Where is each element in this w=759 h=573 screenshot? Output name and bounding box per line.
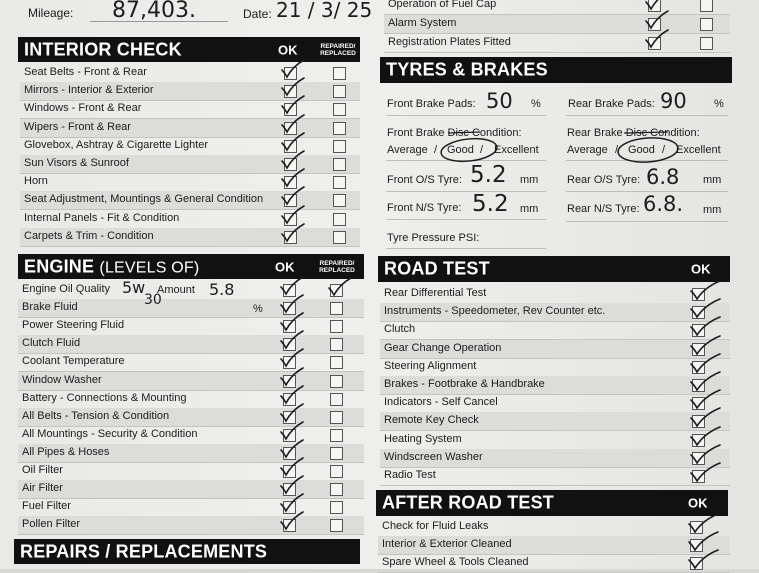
rear-pads-value: 90 (660, 89, 687, 113)
top-right-repaired-checkbox[interactable] (700, 18, 713, 31)
engine-header (18, 254, 364, 279)
engine-item-label: Window Washer (22, 373, 102, 386)
interior-row (20, 191, 360, 210)
road-test-row (380, 321, 730, 340)
interior-row (20, 64, 360, 83)
engine-row (18, 408, 364, 427)
road-test-ok-checkbox[interactable] (692, 361, 705, 374)
rear-ns-unit: mm (703, 204, 722, 216)
engine-row (18, 372, 364, 391)
interior-ok-checkbox[interactable] (284, 122, 297, 135)
interior-item-label: Seat Belts - Front & Rear (24, 66, 147, 78)
amount-value: 5.8 (209, 280, 235, 299)
interior-item-label: Horn (24, 175, 48, 188)
interior-repaired-checkbox[interactable] (333, 231, 346, 244)
interior-item-label: Mirrors - Interior & Exterior (24, 84, 154, 97)
after-road-test-item-label: Spare Wheel & Tools Cleaned (382, 556, 529, 569)
interior-row (20, 155, 360, 174)
rear-disc-slash-1: / (615, 144, 619, 156)
interior-ok-checkbox[interactable] (284, 213, 297, 226)
road-test-ok-checkbox[interactable] (692, 434, 705, 447)
road-test-row (380, 285, 730, 304)
interior-row (20, 119, 360, 138)
engine-row (18, 390, 364, 409)
after-road-test-row (378, 536, 730, 555)
interior-row (20, 228, 360, 247)
top-right-repaired-checkbox[interactable] (700, 37, 713, 50)
engine-ok-checkbox[interactable] (283, 375, 296, 388)
interior-row (20, 82, 360, 101)
engine-item-label: Pollen Filter (22, 518, 81, 531)
road-test-item-label: Instruments - Speedometer, Rev Counter etc. (384, 305, 606, 318)
top-right-item-label: Alarm System (388, 17, 457, 29)
interior-ok-checkbox[interactable] (284, 103, 297, 116)
interior-repaired-checkbox[interactable] (333, 213, 346, 226)
road-test-ok-checkbox[interactable] (692, 415, 705, 428)
engine-repaired-checkbox[interactable] (330, 501, 343, 514)
interior-item-label: Wipers - Front & Rear (24, 120, 131, 133)
interior-repaired-checkbox[interactable] (333, 103, 346, 116)
road-test-ok-checkbox[interactable] (692, 379, 705, 392)
after-road-test-ok-checkbox[interactable] (690, 557, 703, 570)
rear-pads-label: Rear Brake Pads: (568, 98, 655, 110)
top-right-row (384, 15, 730, 34)
engine-repaired-checkbox[interactable] (330, 338, 343, 351)
engine-ok-checkbox[interactable] (283, 284, 296, 297)
engine-ok-checkbox[interactable] (283, 429, 296, 442)
interior-repaired-checkbox[interactable] (333, 140, 346, 153)
mileage-label: Mileage: (28, 6, 74, 20)
date-value: 21 / 3/ 25 (276, 0, 373, 22)
amount-label: Amount (157, 284, 195, 296)
oil-grade-handwritten-2: 30 (144, 292, 162, 308)
after-road-test-row (378, 554, 730, 573)
after-road-test-ok-checkbox[interactable] (690, 539, 703, 552)
engine-repaired-checkbox[interactable] (330, 375, 343, 388)
interior-check-header (18, 37, 360, 62)
road-test-item-label: Indicators - Self Cancel (384, 396, 498, 409)
interior-ok-checkbox[interactable] (284, 67, 297, 80)
road-test-row (380, 431, 730, 450)
front-disc-label: Front Brake Disc Condition: (387, 127, 522, 139)
engine-repaired-checkbox[interactable] (330, 429, 343, 442)
mileage-value: 87,403. (112, 0, 196, 23)
road-test-ok-checkbox[interactable] (692, 452, 705, 465)
engine-item-label: Coolant Temperature (22, 355, 125, 368)
top-right-row (384, 0, 730, 15)
front-os-label: Front O/S Tyre: (387, 174, 462, 186)
after-road-test-row (378, 518, 730, 537)
engine-row (18, 317, 364, 336)
engine-repaired-checkbox[interactable] (330, 320, 343, 333)
road-test-item-label: Clutch (384, 323, 416, 336)
road-test-ok-checkbox[interactable] (692, 343, 705, 356)
engine-repaired-checkbox[interactable] (330, 519, 343, 532)
rear-os-unit: mm (703, 174, 722, 186)
road-test-ok-checkbox[interactable] (692, 397, 705, 410)
engine-item-label: All Pipes & Hoses (22, 445, 110, 458)
interior-ok-checkbox[interactable] (284, 176, 297, 189)
engine-repaired-checkbox[interactable] (330, 411, 343, 424)
engine-ok-checkbox[interactable] (283, 320, 296, 333)
engine-title: ENGINE (24, 256, 95, 276)
engine-row (18, 516, 364, 535)
interior-repaired-checkbox[interactable] (333, 158, 346, 171)
interior-item-label: Seat Adjustment, Mountings & General Condition (24, 193, 264, 206)
after-road-test-title: AFTER ROAD TEST (382, 492, 554, 513)
road-test-title: ROAD TEST (384, 258, 490, 279)
engine-repaired-checkbox[interactable] (330, 483, 343, 496)
front-ns-unit: mm (520, 203, 539, 215)
interior-row (20, 210, 360, 229)
front-disc-slash-2: / (480, 144, 484, 156)
engine-repaired-checkbox[interactable] (330, 447, 343, 460)
front-os-value: 5.2 (470, 162, 507, 188)
road-test-row (380, 340, 730, 359)
front-ns-label: Front N/S Tyre: (387, 202, 462, 214)
road-test-row (380, 412, 730, 431)
engine-row (18, 498, 364, 517)
interior-ok-checkbox[interactable] (284, 158, 297, 171)
engine-repaired-label: REPAIRED/ REPLACED (319, 259, 355, 274)
engine-repaired-checkbox[interactable] (330, 284, 343, 297)
front-pads-pct: % (531, 98, 541, 110)
engine-ok-checkbox[interactable] (283, 411, 296, 424)
road-test-row (380, 467, 730, 486)
top-right-ok-checkbox[interactable] (648, 0, 661, 12)
engine-item-label: Battery - Connections & Mounting (22, 391, 187, 404)
road-test-ok-checkbox[interactable] (692, 470, 705, 483)
top-right-ok-checkbox[interactable] (648, 18, 661, 31)
top-right-item-label: Registration Plates Fitted (388, 36, 511, 48)
engine-ok-checkbox[interactable] (283, 338, 296, 351)
interior-row (20, 137, 360, 156)
interior-ok-checkbox[interactable] (284, 194, 297, 207)
rear-disc-slash-2: / (662, 144, 666, 156)
front-os-unit: mm (520, 174, 539, 186)
date-label: Date: (243, 7, 272, 21)
rear-os-label: Rear O/S Tyre: (567, 174, 641, 186)
oil-grade-handwritten: 5w (122, 278, 146, 297)
interior-row (20, 100, 360, 119)
repairs-header (14, 539, 360, 564)
interior-ok-label: OK (278, 42, 298, 57)
engine-ok-checkbox[interactable] (283, 519, 296, 532)
top-right-ok-checkbox[interactable] (648, 37, 661, 50)
engine-row (18, 426, 364, 445)
top-right-row (384, 34, 730, 53)
top-right-repaired-checkbox[interactable] (700, 0, 713, 12)
front-pads-label: Front Brake Pads: (387, 98, 476, 110)
engine-item-label: Power Steering Fluid (22, 319, 125, 332)
engine-ok-label: OK (275, 259, 295, 274)
tyres-brakes-title: TYRES & BRAKES (386, 59, 548, 80)
road-test-header (378, 256, 730, 282)
top-right-item-label: Operation of Fuel Cap (388, 0, 497, 10)
engine-repaired-checkbox[interactable] (330, 465, 343, 478)
engine-row (18, 444, 364, 463)
front-ns-value: 5.2 (472, 191, 509, 217)
interior-ok-checkbox[interactable] (284, 140, 297, 153)
engine-row (18, 335, 364, 354)
interior-repaired-checkbox[interactable] (333, 85, 346, 98)
engine-item-label: All Mountings - Security & Condition (22, 427, 198, 440)
road-test-item-label: Brakes - Footbrake & Handbrake (384, 378, 545, 390)
road-test-row (380, 449, 730, 468)
engine-ok-checkbox[interactable] (283, 302, 296, 315)
engine-repaired-checkbox[interactable] (330, 302, 343, 315)
percent-sign: % (253, 303, 263, 315)
engine-repaired-checkbox[interactable] (330, 356, 343, 369)
interior-item-label: Sun Visors & Sunroof (24, 157, 129, 169)
rear-disc-average: Average (567, 144, 608, 156)
interior-repaired-label: REPAIRED/ REPLACED (320, 42, 356, 57)
after-road-test-item-label: Check for Fluid Leaks (382, 520, 489, 532)
interior-item-label: Glovebox, Ashtray & Cigarette Lighter (24, 138, 209, 151)
road-test-item-label: Heating System (384, 432, 462, 445)
road-test-row (380, 376, 730, 395)
road-test-item-label: Gear Change Operation (384, 341, 502, 354)
engine-item-label: Fuel Filter (22, 500, 71, 513)
after-road-test-ok-label: OK (688, 495, 708, 511)
interior-item-label: Carpets & Trim - Condition (24, 229, 154, 242)
engine-ok-checkbox[interactable] (283, 465, 296, 478)
engine-item-label: All Belts - Tension & Condition (22, 409, 170, 422)
engine-ok-checkbox[interactable] (283, 393, 296, 406)
road-test-item-label: Windscreen Washer (384, 450, 483, 463)
engine-row (18, 462, 364, 481)
interior-repaired-checkbox[interactable] (333, 194, 346, 207)
tyres-brakes-header (380, 57, 732, 83)
road-test-row (380, 358, 730, 377)
tyre-pressure-label: Tyre Pressure PSI: (387, 232, 480, 244)
road-test-item-label: Rear Differential Test (384, 287, 487, 299)
road-test-item-label: Steering Alignment (384, 359, 477, 372)
road-test-ok-checkbox[interactable] (692, 306, 705, 319)
interior-check-title: INTERIOR CHECK (24, 39, 182, 59)
front-disc-good: Good (447, 144, 474, 156)
engine-ok-checkbox[interactable] (283, 501, 296, 514)
road-test-ok-label: OK (691, 261, 711, 277)
engine-repaired-checkbox[interactable] (330, 393, 343, 406)
after-road-test-header (376, 490, 728, 516)
interior-repaired-checkbox[interactable] (333, 122, 346, 135)
engine-title-suffix: (LEVELS OF) (99, 259, 200, 276)
front-pads-value: 50 (486, 89, 513, 113)
road-test-row (380, 303, 730, 322)
interior-item-label: Windows - Front & Rear (24, 102, 142, 115)
interior-item-label: Internal Panels - Fit & Condition (24, 211, 180, 224)
rear-disc-label: Rear Brake Disc Condition: (567, 127, 700, 139)
rear-disc-excellent: Excellent (676, 144, 721, 156)
engine-row (18, 299, 364, 318)
engine-ok-checkbox[interactable] (283, 356, 296, 369)
rear-disc-good: Good (628, 144, 655, 156)
interior-repaired-checkbox[interactable] (333, 176, 346, 189)
rear-ns-value: 6.8. (643, 192, 684, 216)
engine-item-label: Brake Fluid (22, 301, 78, 314)
interior-row (20, 173, 360, 192)
engine-item-label: Oil Filter (22, 464, 63, 476)
interior-ok-checkbox[interactable] (284, 231, 297, 244)
interior-repaired-checkbox[interactable] (333, 67, 346, 80)
engine-item-label: Engine Oil Quality (22, 283, 111, 295)
road-test-item-label: Radio Test (384, 469, 436, 481)
after-road-test-item-label: Interior & Exterior Cleaned (382, 538, 512, 551)
interior-ok-checkbox[interactable] (284, 85, 297, 98)
after-road-test-ok-checkbox[interactable] (690, 521, 703, 534)
road-test-row (380, 394, 730, 413)
front-disc-average: Average (387, 144, 428, 156)
front-disc-excellent: Excellent (494, 144, 539, 156)
engine-ok-checkbox[interactable] (283, 447, 296, 460)
road-test-item-label: Remote Key Check (384, 414, 479, 427)
repairs-title: REPAIRS / REPLACEMENTS (20, 541, 268, 561)
engine-row (18, 480, 364, 499)
engine-row (18, 353, 364, 372)
front-disc-slash-1: / (434, 144, 438, 156)
rear-os-value: 6.8 (646, 165, 680, 189)
road-test-ok-checkbox[interactable] (692, 324, 705, 337)
rear-pads-pct: % (714, 98, 724, 110)
engine-item-label: Air Filter (22, 482, 63, 495)
engine-item-label: Clutch Fluid (22, 337, 81, 350)
engine-ok-checkbox[interactable] (283, 483, 296, 496)
rear-ns-label: Rear N/S Tyre: (567, 203, 640, 215)
road-test-ok-checkbox[interactable] (692, 288, 705, 301)
